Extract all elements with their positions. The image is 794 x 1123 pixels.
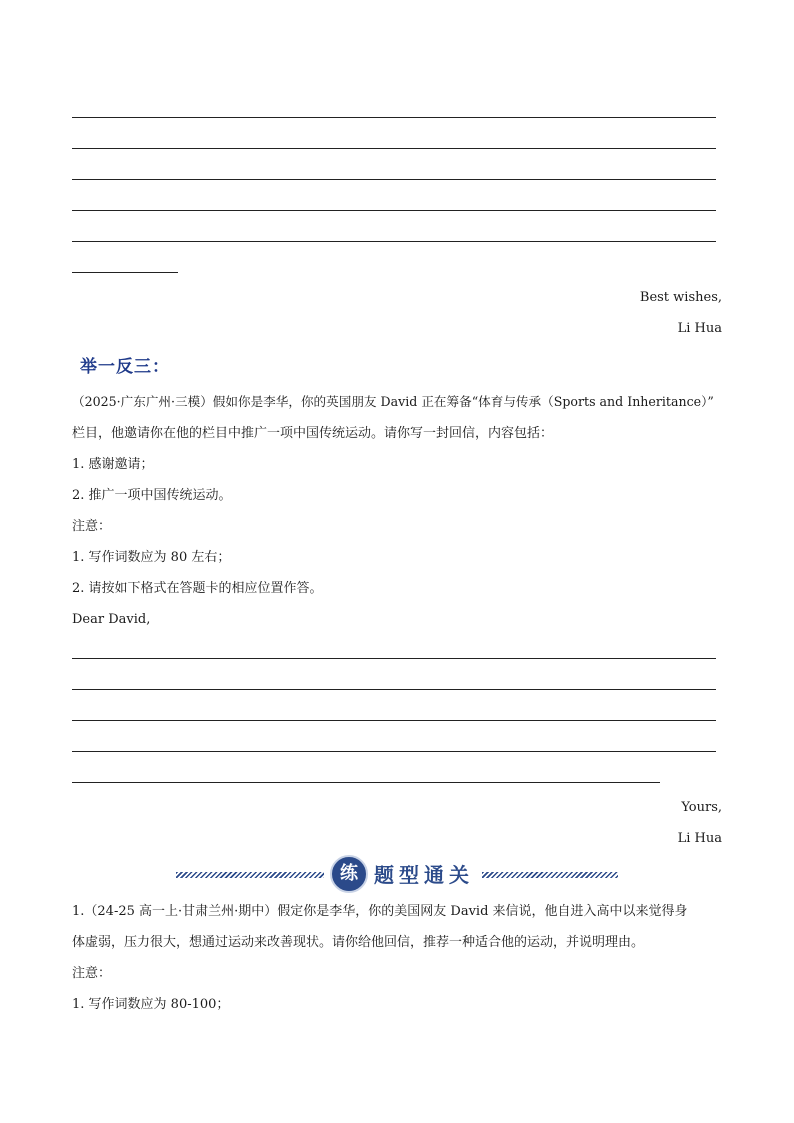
task-text-line: （2025·广东广州·三模）假如你是李华，你的英国朋友 David 正在筹备“体育与传承（Sports and Inheritance）” xyxy=(72,394,714,409)
task-point: 1. 感谢邀请； xyxy=(72,457,154,472)
writing-line xyxy=(72,210,716,211)
exercise-text-line: 体虚弱，压力很大，想通过运动来改善现状。请你给他回信，推荐一种适合他的运动，并说明理由。 xyxy=(72,935,645,950)
writing-line xyxy=(72,782,660,783)
letter-signature: Li Hua xyxy=(677,831,722,846)
writing-line xyxy=(72,241,716,242)
letter-salutation: Dear David, xyxy=(72,612,151,627)
letter-signature: Li Hua xyxy=(677,321,722,336)
note-item: 2. 请按如下格式在答题卡的相应位置作答。 xyxy=(72,581,323,596)
note-item: 1. 写作词数应为 80-100； xyxy=(72,997,230,1012)
banner-stripe-left xyxy=(176,872,324,878)
letter-closing: Best wishes, xyxy=(639,290,722,305)
writing-line-short xyxy=(72,272,178,273)
task-point: 2. 推广一项中国传统运动。 xyxy=(72,488,232,503)
banner-title: 题型通关 xyxy=(374,863,474,887)
note-label: 注意： xyxy=(72,966,112,981)
task-text-line: 栏目，他邀请你在他的栏目中推广一项中国传统运动。请你写一封回信，内容包括： xyxy=(72,426,554,441)
practice-heading: 举一反三： xyxy=(80,357,170,377)
writing-line xyxy=(72,148,716,149)
letter-closing: Yours, xyxy=(681,800,722,815)
writing-line xyxy=(72,751,716,752)
writing-line xyxy=(72,179,716,180)
banner-stripe-right xyxy=(482,872,618,878)
exercise-text-line: 1.（24-25 高一上·甘肃兰州·期中）假定你是李华，你的美国网友 David 来信说，他自进入高中以来觉得身 xyxy=(72,904,688,919)
writing-line xyxy=(72,720,716,721)
note-item: 1. 写作词数应为 80 左右； xyxy=(72,550,231,565)
writing-line xyxy=(72,658,716,659)
practice-badge-icon: 练 xyxy=(330,855,368,893)
writing-line xyxy=(72,689,716,690)
note-label: 注意： xyxy=(72,519,112,534)
section-banner xyxy=(176,854,618,894)
writing-line xyxy=(72,117,716,118)
